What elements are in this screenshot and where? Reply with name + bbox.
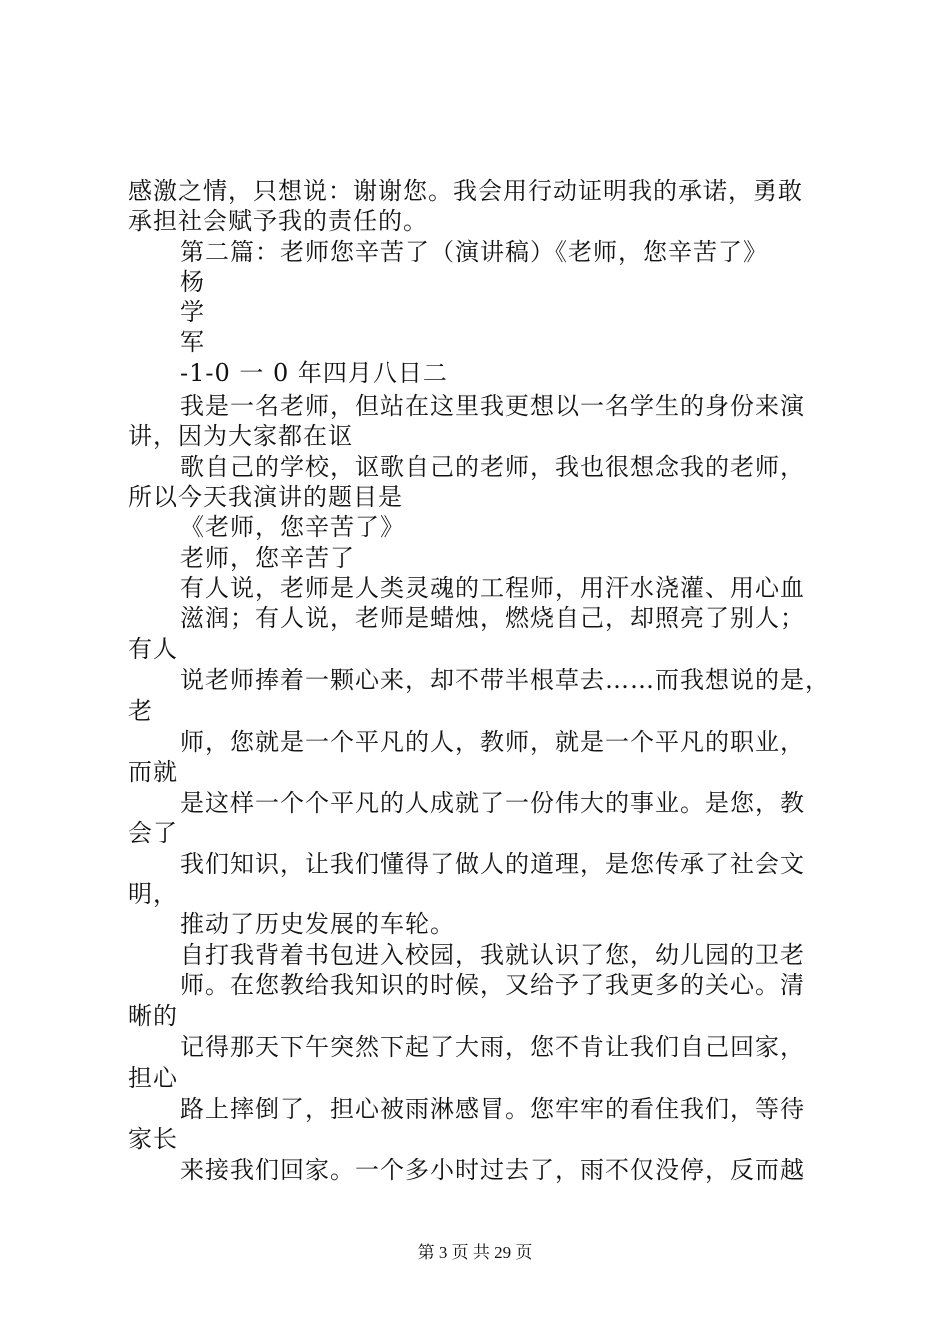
text-line: 感激之情，只想说：谢谢您。我会用行动证明我的承诺，勇敢 bbox=[128, 177, 803, 205]
text-line: 老 bbox=[128, 697, 153, 725]
text-line: 我们知识，让我们懂得了做人的道理，是您传承了社会文 bbox=[180, 850, 805, 878]
text-line: 记得那天下午突然下起了大雨，您不肯让我们自己回家， bbox=[180, 1033, 805, 1061]
text-line: 歌自己的学校，讴歌自己的老师，我也很想念我的老师， bbox=[180, 453, 805, 481]
text-line: 滋润；有人说，老师是蜡烛，燃烧自己，却照亮了别人； bbox=[180, 604, 805, 632]
text-line: 所以今天我演讲的题目是 bbox=[128, 483, 403, 511]
text-line: 是这样一个个平凡的人成就了一份伟大的事业。是您，教 bbox=[180, 789, 805, 817]
text-line: 会了 bbox=[128, 819, 178, 847]
text-line: 师，您就是一个平凡的人，教师，就是一个平凡的职业， bbox=[180, 728, 805, 756]
text-line: 而就 bbox=[128, 758, 178, 786]
text-line: 说老师捧着一颗心来，却不带半根草去……而我想说的是， bbox=[180, 666, 830, 694]
author-char: 学 bbox=[180, 298, 205, 326]
text-line: 路上摔倒了，担心被雨淋感冒。您牢牢的看住我们，等待 bbox=[180, 1095, 805, 1123]
section-heading: 第二篇：老师您辛苦了（演讲稿）《老师，您辛苦了》 bbox=[180, 238, 768, 266]
text-line: 家长 bbox=[128, 1125, 178, 1153]
text-line: 我是一名老师，但站在这里我更想以一名学生的身份来演 bbox=[180, 392, 805, 420]
text-line: 担心 bbox=[128, 1064, 178, 1092]
text-line: 有人 bbox=[128, 635, 178, 663]
text-line: 晰的 bbox=[128, 1002, 178, 1030]
text-line: 有人说，老师是人类灵魂的工程师，用汗水浇灌、用心血 bbox=[180, 574, 805, 602]
date-line: -1-0 一 0 年四月八日二 bbox=[180, 359, 448, 387]
text-line: 承担社会赋予我的责任的。 bbox=[128, 207, 428, 235]
text-line: 师。在您教给我知识的时候，又给予了我更多的关心。清 bbox=[180, 971, 805, 999]
text-line: 老师，您辛苦了 bbox=[180, 544, 355, 572]
text-line: 讲，因为大家都在讴 bbox=[128, 422, 353, 450]
text-line: 明， bbox=[128, 880, 178, 908]
text-line: 自打我背着书包进入校园，我就认识了您，幼儿园的卫老 bbox=[180, 941, 805, 969]
text-line: 来接我们回家。一个多小时过去了，雨不仅没停，反而越 bbox=[180, 1156, 805, 1184]
text-line: 推动了历史发展的车轮。 bbox=[180, 910, 455, 938]
page-number-footer: 第 3 页 共 29 页 bbox=[417, 1243, 533, 1262]
speech-title: 《老师，您辛苦了》 bbox=[180, 513, 405, 541]
author-char: 军 bbox=[180, 328, 205, 356]
author-char: 杨 bbox=[180, 268, 205, 296]
